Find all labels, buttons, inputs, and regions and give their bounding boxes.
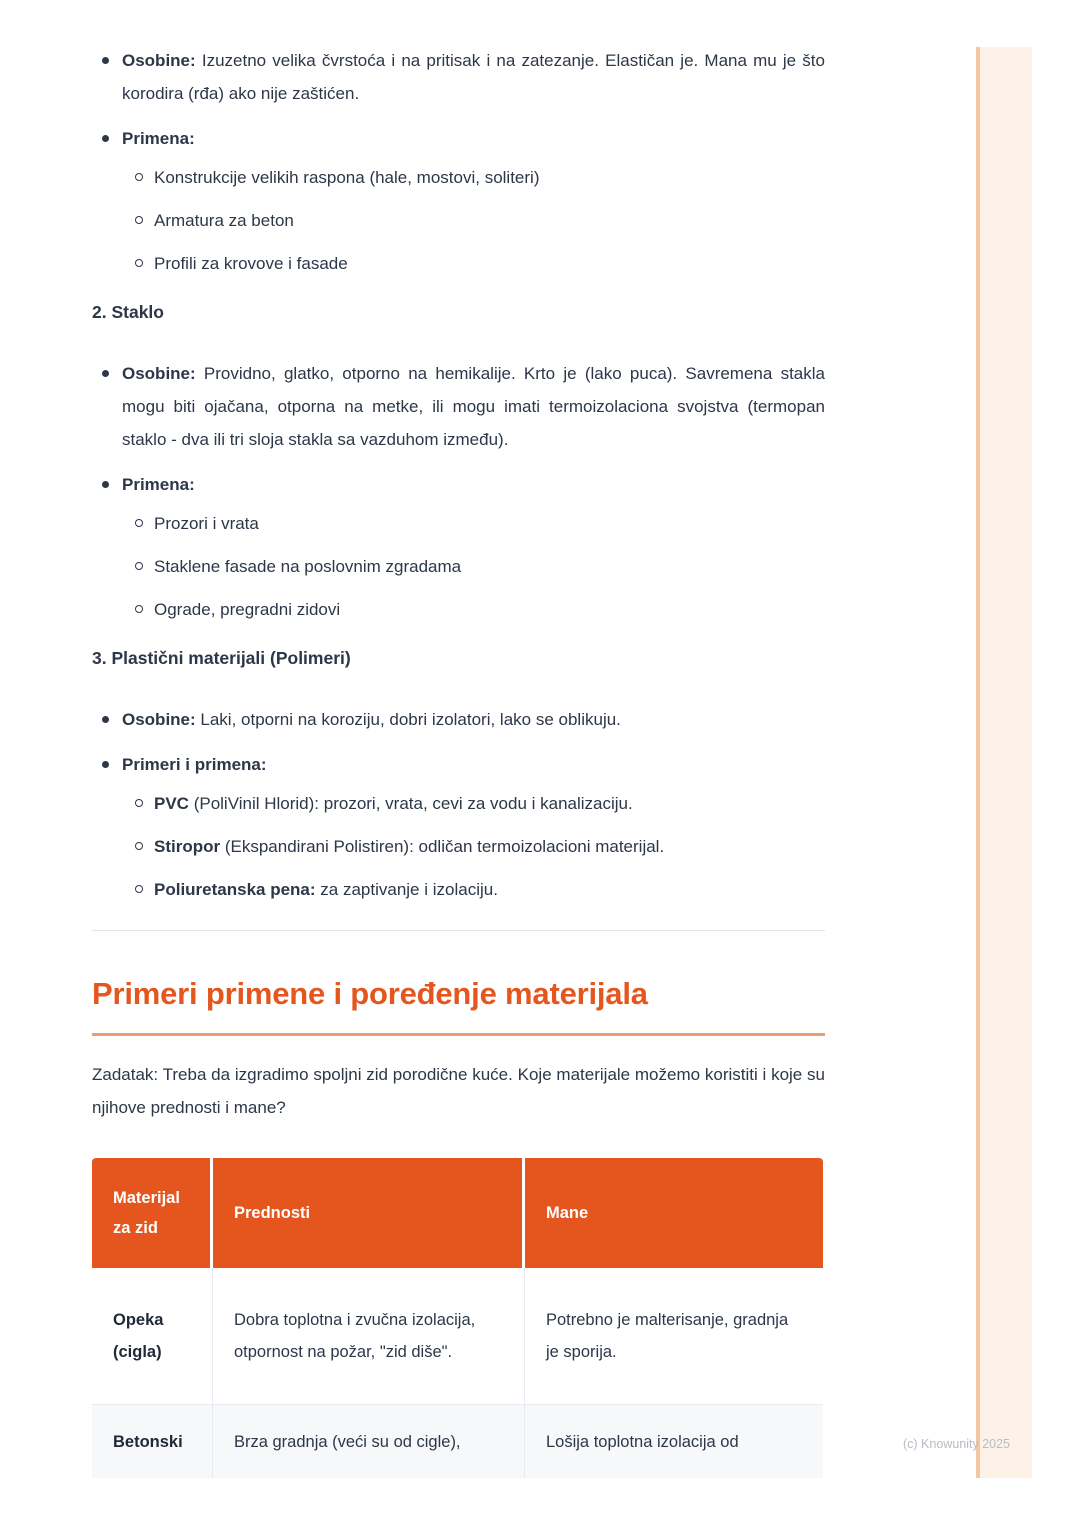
bullet-icon xyxy=(102,716,109,723)
sub-list-item xyxy=(92,247,825,280)
sub-item-body: za zaptivanje i izolaciju. xyxy=(315,880,498,899)
sub-list-item xyxy=(92,204,825,237)
sub-list-item-text: Armatura za beton xyxy=(154,211,294,230)
sub-item-body: (PoliVinil Hlorid): prozori, vrata, cevi za vodu i kanalizaciju. xyxy=(188,794,633,813)
circle-bullet-icon xyxy=(135,259,143,267)
list-item-text xyxy=(122,468,825,501)
sub-list-item xyxy=(92,550,825,583)
list-item-body: Providno, glatko, otporno na hemikalije. Krto je (lako puca). Savremena stakla mogu biti ojačana, otporna na metke, ili mogu imati termoizolaciona svojstva (termopan staklo - dva ili tri sloja stakla sa vazduhom između). xyxy=(122,364,825,449)
bullet-icon xyxy=(102,57,109,64)
list-item-lead: Osobine: xyxy=(122,51,196,70)
comparison-table-wrapper xyxy=(92,1158,823,1478)
list-item-text xyxy=(122,44,825,110)
list-item-body: Laki, otporni na koroziju, dobri izolatori, lako se oblikuju. xyxy=(195,710,621,729)
column-header-mane: Mane xyxy=(525,1158,823,1268)
sub-list-item xyxy=(92,161,825,194)
circle-bullet-icon xyxy=(135,842,143,850)
table-header-row xyxy=(92,1158,823,1268)
list-item-lead: Primeri i primena: xyxy=(122,755,267,774)
sub-item-lead: Stiropor xyxy=(154,837,221,856)
sub-list-item xyxy=(92,830,825,863)
circle-bullet-icon xyxy=(135,216,143,224)
list-item-lead: Primena: xyxy=(122,129,195,148)
circle-bullet-icon xyxy=(135,885,143,893)
sub-list-item-text xyxy=(154,830,825,863)
page-title: Primeri primene i poređenje materijala xyxy=(92,976,648,1011)
cell-material: Betonski xyxy=(92,1405,213,1478)
sub-list-item-text: Konstrukcije velikih raspona (hale, mostovi, soliteri) xyxy=(154,168,540,187)
cell-material: Opeka (cigla) xyxy=(92,1268,213,1405)
list-item xyxy=(92,122,825,155)
comparison-table xyxy=(92,1158,823,1478)
table-row xyxy=(92,1405,823,1478)
circle-bullet-icon xyxy=(135,605,143,613)
list-item-body: Izuzetno velika čvrstoća i na pritisak i na zatezanje. Elastičan je. Mana mu je što korodira (rđa) ako nije zaštićen. xyxy=(122,51,825,103)
circle-bullet-icon xyxy=(135,562,143,570)
sub-item-lead: Poliuretanska pena: xyxy=(154,880,316,899)
column-header-material: Materijal za zid xyxy=(92,1158,213,1268)
copyright-watermark: (c) Knowunity 2025 xyxy=(903,1437,1011,1451)
list-item xyxy=(92,468,825,501)
sub-list-item-text: Profili za krovove i fasade xyxy=(154,254,348,273)
list-item xyxy=(92,44,825,110)
sub-list-item-text xyxy=(154,787,825,820)
circle-bullet-icon xyxy=(135,799,143,807)
sub-list-item xyxy=(92,873,825,906)
circle-bullet-icon xyxy=(135,173,143,181)
list-item-text xyxy=(122,357,825,456)
section-heading: 2. Staklo xyxy=(92,302,164,322)
sub-list-item xyxy=(92,507,825,540)
list-item-text xyxy=(122,748,825,781)
section-divider xyxy=(92,930,825,931)
column-header-prednosti: Prednosti xyxy=(213,1158,525,1268)
cell-mane: Lošija toplotna izolacija od xyxy=(525,1405,823,1478)
circle-bullet-icon xyxy=(135,519,143,527)
sub-item-body: (Ekspandirani Polistiren): odličan termoizolacioni materijal. xyxy=(220,837,665,856)
list-item-lead: Osobine: xyxy=(122,710,196,729)
bullet-icon xyxy=(102,370,109,377)
list-item-lead: Primena: xyxy=(122,475,195,494)
bullet-icon xyxy=(102,135,109,142)
sub-list-item-text: Staklene fasade na poslovnim zgradama xyxy=(154,557,462,576)
list-item-text xyxy=(122,122,825,155)
title-underline xyxy=(92,1033,825,1036)
bullet-icon xyxy=(102,761,109,768)
bullet-icon xyxy=(102,481,109,488)
task-paragraph: Zadatak: Treba da izgradimo spoljni zid porodične kuće. Koje materijale možemo koristiti i koje su njihove prednosti i mane? xyxy=(92,1065,825,1117)
page-side-accent-bar xyxy=(976,47,1032,1478)
cell-prednosti: Brza gradnja (veći su od cigle), xyxy=(213,1405,525,1478)
cell-mane: Potrebno je malterisanje, gradnja je sporija. xyxy=(525,1268,823,1405)
list-item xyxy=(92,357,825,456)
document-content xyxy=(92,44,825,1478)
list-item xyxy=(92,703,825,736)
table-row xyxy=(92,1268,823,1405)
sub-list-item-text xyxy=(154,873,825,906)
sub-list-item xyxy=(92,593,825,626)
section-heading: 3. Plastični materijali (Polimeri) xyxy=(92,648,351,668)
sub-item-lead: PVC xyxy=(154,794,189,813)
cell-prednosti: Dobra toplotna i zvučna izolacija, otpornost na požar, "zid diše". xyxy=(213,1268,525,1405)
sub-list-item xyxy=(92,787,825,820)
list-item-text xyxy=(122,703,825,736)
list-item xyxy=(92,748,825,781)
sub-list-item-text: Ograde, pregradni zidovi xyxy=(154,600,341,619)
sub-list-item-text: Prozori i vrata xyxy=(154,514,259,533)
list-item-lead: Osobine: xyxy=(122,364,196,383)
